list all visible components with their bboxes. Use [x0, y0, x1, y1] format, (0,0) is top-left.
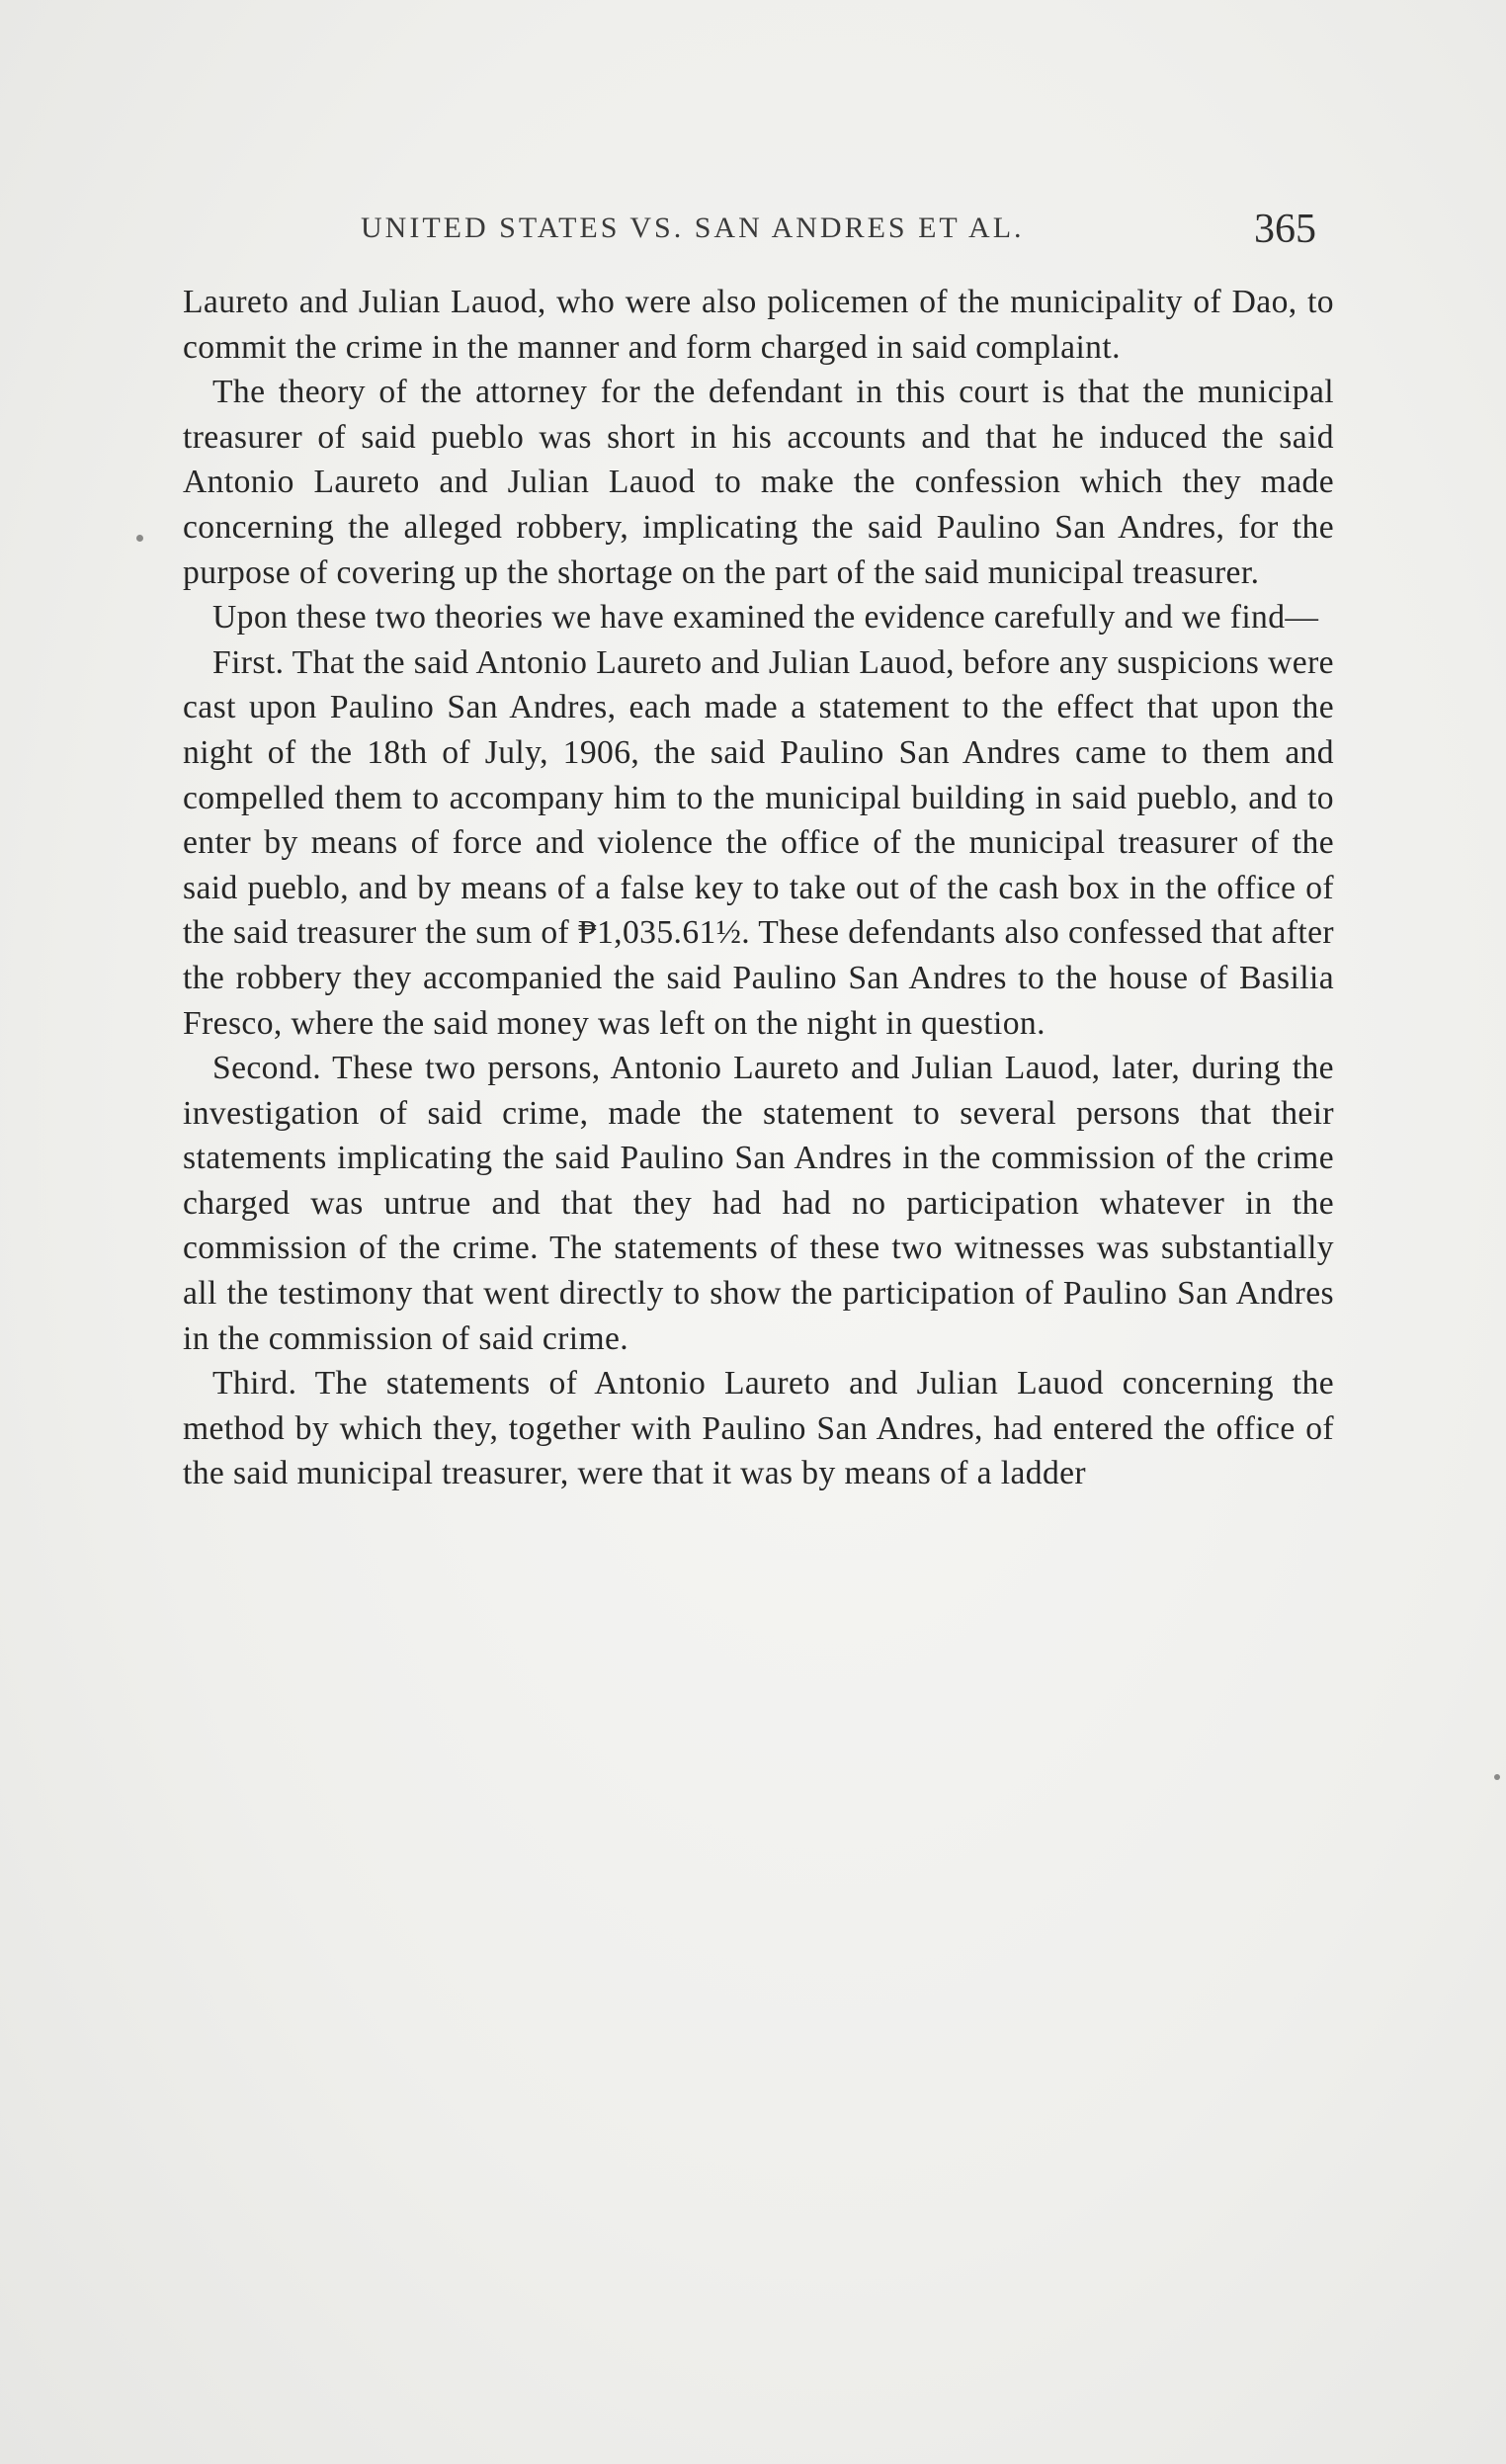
page-header	[361, 206, 1326, 255]
paragraph-continuation: Laureto and Julian Lauod, who were also policemen of the municipality of Dao, to commit the crime in the manner and form charged in said complaint.	[183, 284, 1334, 366]
scan-speck	[1494, 1774, 1500, 1780]
page-number: 365	[1254, 207, 1316, 252]
paragraph-examination: Upon these two theories we have examined the evidence carefully and we find—	[212, 599, 1319, 637]
paragraph-second-finding: Second. These two persons, Antonio Laureto and Julian Lauod, later, during the investigation of said crime, made the statement to several persons that their statements implicating the said Paulino San Andres in the commission of the crime charged was untrue and that they had had no participation whatever in the commission of the crime. The statements of these two witnesses was substantially all the testimony that went directly to show the participation of Paulino San Andres in the commission of said crime.	[183, 1050, 1334, 1357]
paragraph-third-finding: Third. The statements of Antonio Laureto and Julian Lauod concerning the method by which they, together with Paulino San Andres, had entered the office of the said municipal treasurer, were that it was by means of a ladder	[183, 1365, 1334, 1492]
paragraph-first-finding: First. That the said Antonio Laureto and Julian Lauod, before any suspicions were cast upon Paulino San Andres, each made a statement to the effect that upon the night of the 18th of July, 1906, the said Paulino San Andres came to them and compelled them to accompany him to the municipal building in said pueblo, and to enter by means of force and violence the office of the municipal treasurer of the said pueblo, and by means of a false key to take out of the cash box in the office of the said treasurer the sum of ₱1,035.61½. These defendants also confessed that after the robbery they accompanied the said Paulino San Andres to the house of Basilia Fresco, where the said money was left on the night in question.	[183, 643, 1334, 1042]
scan-speck	[136, 535, 143, 542]
paragraph-defense-theory: The theory of the attorney for the defendant in this court is that the municipal treasurer of said pueblo was short in his accounts and that he induced the said Antonio Laureto and Julian Lauod to make the confession which they made concerning the alleged robbery, implicating the said Paulino San Andres, for the purpose of covering up the shortage on the part of the said municipal treasurer.	[183, 374, 1334, 591]
running-head: UNITED STATES VS. SAN ANDRES ET AL.	[361, 212, 1025, 244]
body-text	[183, 280, 1334, 1496]
